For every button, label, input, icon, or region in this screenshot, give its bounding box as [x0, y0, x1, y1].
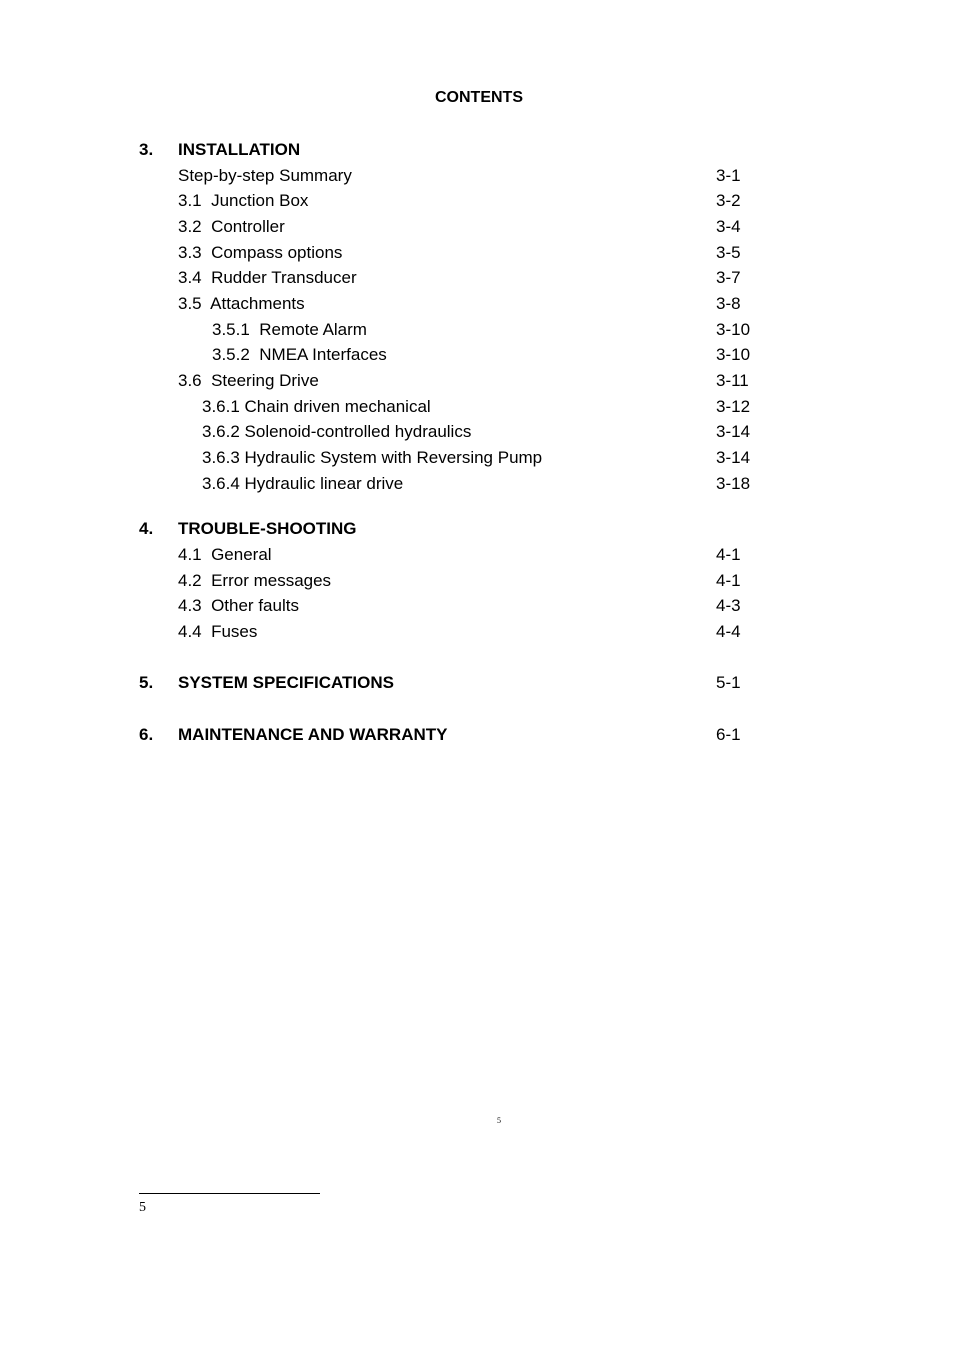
entry-page: 3-10	[716, 345, 751, 364]
section-number: 3.	[139, 140, 154, 159]
entry-label: 3.6 Steering Drive	[178, 371, 319, 390]
entry-page: 3-14	[716, 422, 751, 441]
footnote-divider	[139, 1193, 320, 1194]
section-heading: SYSTEM SPECIFICATIONS	[178, 673, 394, 692]
entry-page: 3-1	[716, 166, 741, 185]
entry-page: 4-4	[716, 622, 741, 641]
entry-label: 3.2 Controller	[178, 217, 285, 236]
section-number: 5.	[139, 673, 154, 692]
entry-page: 4-1	[716, 571, 741, 590]
entry-page: 3-12	[716, 397, 751, 416]
entry-label: 4.3 Other faults	[178, 596, 299, 615]
section-heading: MAINTENANCE AND WARRANTY	[178, 725, 448, 744]
page-title: CONTENTS	[435, 89, 523, 106]
entry-label: 3.4 Rudder Transducer	[178, 268, 357, 287]
entry-page: 3-11	[716, 371, 749, 390]
entry-label: 3.6.4 Hydraulic linear drive	[202, 474, 404, 493]
entry-page: 4-3	[716, 596, 741, 615]
entry-label: 3.6.1 Chain driven mechanical	[202, 397, 431, 416]
entry-page: 3-7	[716, 268, 741, 287]
entry-label: 4.1 General	[178, 545, 272, 564]
entry-label: 3.5.1 Remote Alarm	[212, 320, 367, 339]
entry-page: 3-2	[716, 191, 741, 210]
entry-label: Step-by-step Summary	[178, 166, 352, 185]
entry-page: 3-10	[716, 320, 751, 339]
entry-label: 3.1 Junction Box	[178, 191, 309, 210]
entry-label: 3.5.2 NMEA Interfaces	[212, 345, 387, 364]
entry-label: 3.6.2 Solenoid-controlled hydraulics	[202, 422, 472, 441]
section-heading: TROUBLE-SHOOTING	[178, 519, 357, 538]
section-page: 6-1	[716, 725, 741, 744]
page-marker: 5	[497, 1116, 501, 1125]
entry-page: 3-18	[716, 474, 751, 493]
section-page: 5-1	[716, 673, 741, 692]
entry-label: 3.6.3 Hydraulic System with Reversing Pump	[202, 448, 543, 467]
entry-page: 3-14	[716, 448, 751, 467]
section-heading: INSTALLATION	[178, 140, 301, 159]
section-number: 4.	[139, 519, 154, 538]
entry-page: 3-4	[716, 217, 741, 236]
entry-page: 3-5	[716, 243, 741, 262]
footnote-number: 5	[139, 1200, 146, 1215]
entry-label: 4.2 Error messages	[178, 571, 332, 590]
entry-label: 3.5 Attachments	[178, 294, 305, 313]
entry-label: 3.3 Compass options	[178, 243, 343, 262]
entry-page: 4-1	[716, 545, 741, 564]
entry-label: 4.4 Fuses	[178, 622, 258, 641]
section-number: 6.	[139, 725, 154, 744]
entry-page: 3-8	[716, 294, 741, 313]
